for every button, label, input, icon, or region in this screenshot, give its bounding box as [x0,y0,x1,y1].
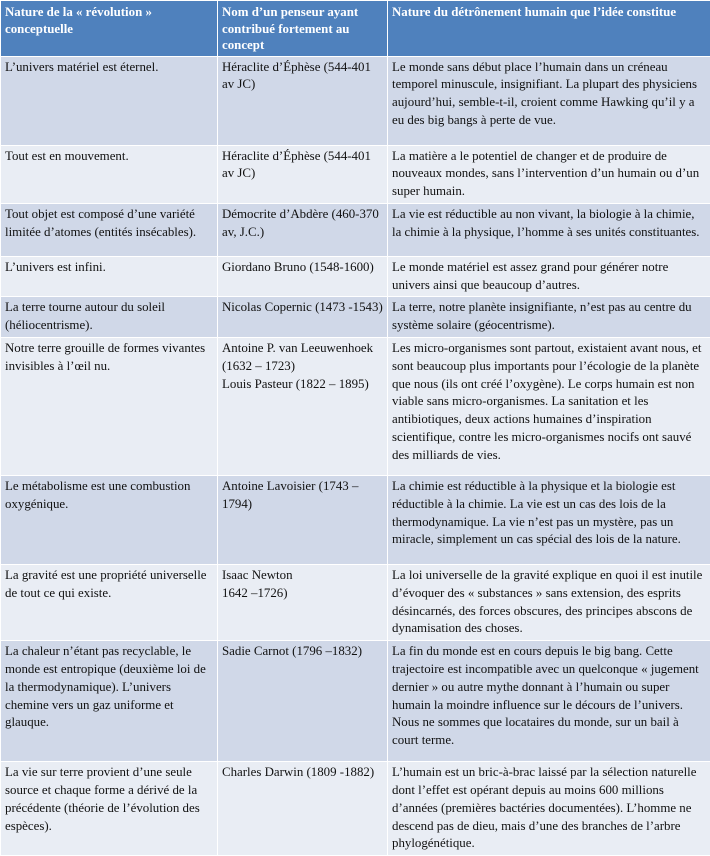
thinker-line: Antoine P. van Leeuwenhoek (1632 – 1723) [222,340,383,376]
table-row [1,338,710,476]
cell-revolution: Le métabolisme est une combustion oxygénique. [1,476,218,565]
table-row [1,565,710,641]
cell-revolution: La vie sur terre provient d’une seule source et chaque forme a dérivé de la précédente (théorie de l’évolution des espèces). [1,762,218,856]
cell-revolution: Notre terre grouille de formes vivantes invisibles à l’œil nu. [1,338,218,476]
thinker-line: 1642 –1726) [222,585,383,603]
cell-dethronement: Le monde sans début place l’humain dans un créneau temporel minuscule, insignifiant. La plupart des physiciens aujourd’hui, semble-t-il, croient comme Hawking qu’il y a eu des big bangs à perte de vue. [388,56,710,145]
cell-thinker: Antoine Lavoisier (1743 – 1794) [218,476,388,565]
cell-dethronement: La chimie est réductible à la physique et la biologie est réductible à la chimie. La vie est un cas des lois de la thermodynamique. La vie n’est pas un mystère, pas un miracle, simplement un cas spécial des lois de la nature. [388,476,710,565]
cell-dethronement: La fin du monde est en cours depuis le big bang. Cette trajectoire est incompatible avec un quelconque « jugement dernier » ou autre mythe donnant à l’humain ou super humain la moindre influence sur le décours de l’univers. Nous ne sommes que locataires du monde, sur un bail à court terme. [388,641,710,762]
cell-dethronement: La loi universelle de la gravité explique en quoi il est inutile d’évoquer des « substances » sans extension, des esprits désincarnés, des forces obscures, des principes abscons de dynamisation des choses. [388,565,710,641]
cell-revolution: La chaleur n’étant pas recyclable, le monde est entropique (deuxième loi de la thermodynamique). L’univers chemine vers un gaz uniforme et glauque. [1,641,218,762]
cell-thinker: Giordano Bruno (1548-1600) [218,256,388,297]
cell-revolution: Tout est en mouvement. [1,145,218,203]
cell-thinker: Nicolas Copernic (1473 -1543) [218,297,388,338]
cell-thinker: Héraclite d’Éphèse (544-401 av JC) [218,145,388,203]
table-row [1,203,710,256]
cell-revolution: La terre tourne autour du soleil (héliocentrisme). [1,297,218,338]
cell-dethronement: La terre, notre planète insignifiante, n’est pas au centre du système solaire (géocentrisme). [388,297,710,338]
cell-dethronement: Les micro-organismes sont partout, existaient avant nous, et sont beaucoup plus importants pour l’écologie de la planète que nous (ils ont créé l’oxygène). Le corps humain est non viable sans micro-organismes. La sanitation et les antibiotiques, deux actions humaines d’inspiration scientifique, contre les micro-organismes nocifs ont sauvé des milliards de vies. [388,338,710,476]
cell-thinker: Héraclite d’Éphèse (544-401 av JC) [218,56,388,145]
cell-thinker: Charles Darwin (1809 -1882) [218,762,388,856]
table-row [1,297,710,338]
table-header-row [1,1,710,57]
cell-dethronement: La vie est réductible au non vivant, la biologie à la chimie, la chimie à la physique, l’homme à ses unités constituantes. [388,203,710,256]
header-dethronement: Nature du détrônement humain que l’idée constitue [388,1,710,57]
cell-dethronement: Le monde matériel est assez grand pour générer notre univers ainsi que beaucoup d’autres. [388,256,710,297]
cell-thinker: Sadie Carnot (1796 –1832) [218,641,388,762]
cell-revolution: Tout objet est composé d’une variété limitée d’atomes (entités insécables). [1,203,218,256]
header-thinker: Nom d’un penseur ayant contribué fortement au concept [218,1,388,57]
cell-dethronement: La matière a le potentiel de changer et de produire de nouveaux mondes, sans l’intervention d’un humain ou d’un super humain. [388,145,710,203]
table-row [1,56,710,145]
thinker-line: Louis Pasteur (1822 – 1895) [222,376,383,394]
cell-thinker [218,565,388,641]
cell-thinker: Démocrite d’Abdère (460-370 av, J.C.) [218,203,388,256]
cell-revolution: L’univers est infini. [1,256,218,297]
table-row [1,762,710,856]
header-revolution: Nature de la « révolution » conceptuelle [1,1,218,57]
table-row [1,256,710,297]
cell-thinker [218,338,388,476]
table-row [1,641,710,762]
table-row [1,476,710,565]
cell-revolution: La gravité est une propriété universelle de tout ce qui existe. [1,565,218,641]
table-row [1,145,710,203]
cell-revolution: L’univers matériel est éternel. [1,56,218,145]
cell-dethronement: L’humain est un bric-à-brac laissé par la sélection naturelle dont l’effet est opérant depuis au moins 600 millions d’années (premières bactéries documentées). L’homme ne descend pas de dieu, mais d’une des branches de l’arbre phylogénétique. [388,762,710,856]
thinker-line: Isaac Newton [222,567,383,585]
